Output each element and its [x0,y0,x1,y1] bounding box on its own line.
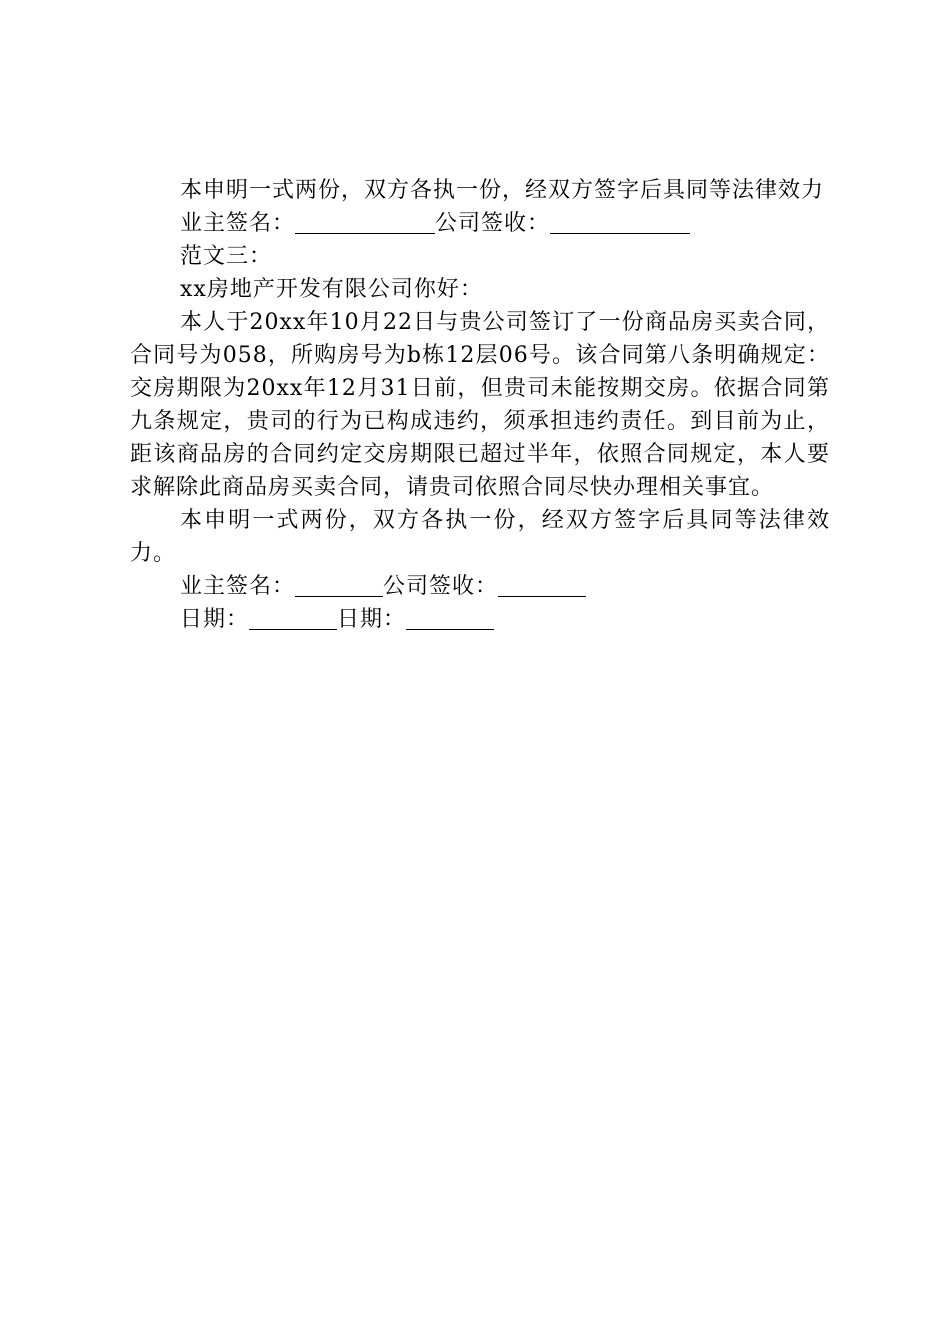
company-receipt-label: 公司签收： [383,574,499,599]
signature-line-1 [130,207,830,240]
date-blank-owner [249,605,337,630]
company-receipt-blank [550,209,690,234]
document-body [130,174,830,636]
declaration-paragraph-1: 本申明一式两份，双方各执一份，经双方签字后具同等法律效力 [180,178,825,203]
signature-line-2 [130,570,830,603]
section-heading: 范文三： [180,244,273,269]
company-receipt-blank [498,572,586,597]
owner-signature-blank [295,209,435,234]
date-label-company: 日期： [337,607,407,632]
salutation: xx房地产开发有限公司你好： [180,277,483,302]
date-blank-company [406,605,494,630]
owner-signature-blank [295,572,383,597]
body-paragraph: 本人于20xx年10月22日与贵公司签订了一份商品房买卖合同，合同号为058，所购房号为b栋12层06号。该合同第八条明确规定：交房期限为20xx年12月31日前，但贵司未能按期交房。依据合同第九条规定，贵司的行为已构成违约，须承担违约责任。到目前为止，距该商品房的合同约定交房期限已超过半年，依照合同规定，本人要求解除此商品房买卖合同，请贵司依照合同尽快办理相关事宜。 [130,310,830,500]
owner-signature-label: 业主签名： [180,574,296,599]
date-label-owner: 日期： [180,607,250,632]
date-line [130,603,830,636]
company-receipt-label: 公司签收： [435,211,551,236]
declaration-paragraph-2: 本申明一式两份，双方各执一份，经双方签字后具同等法律效力。 [130,508,830,566]
owner-signature-label: 业主签名： [180,211,296,236]
